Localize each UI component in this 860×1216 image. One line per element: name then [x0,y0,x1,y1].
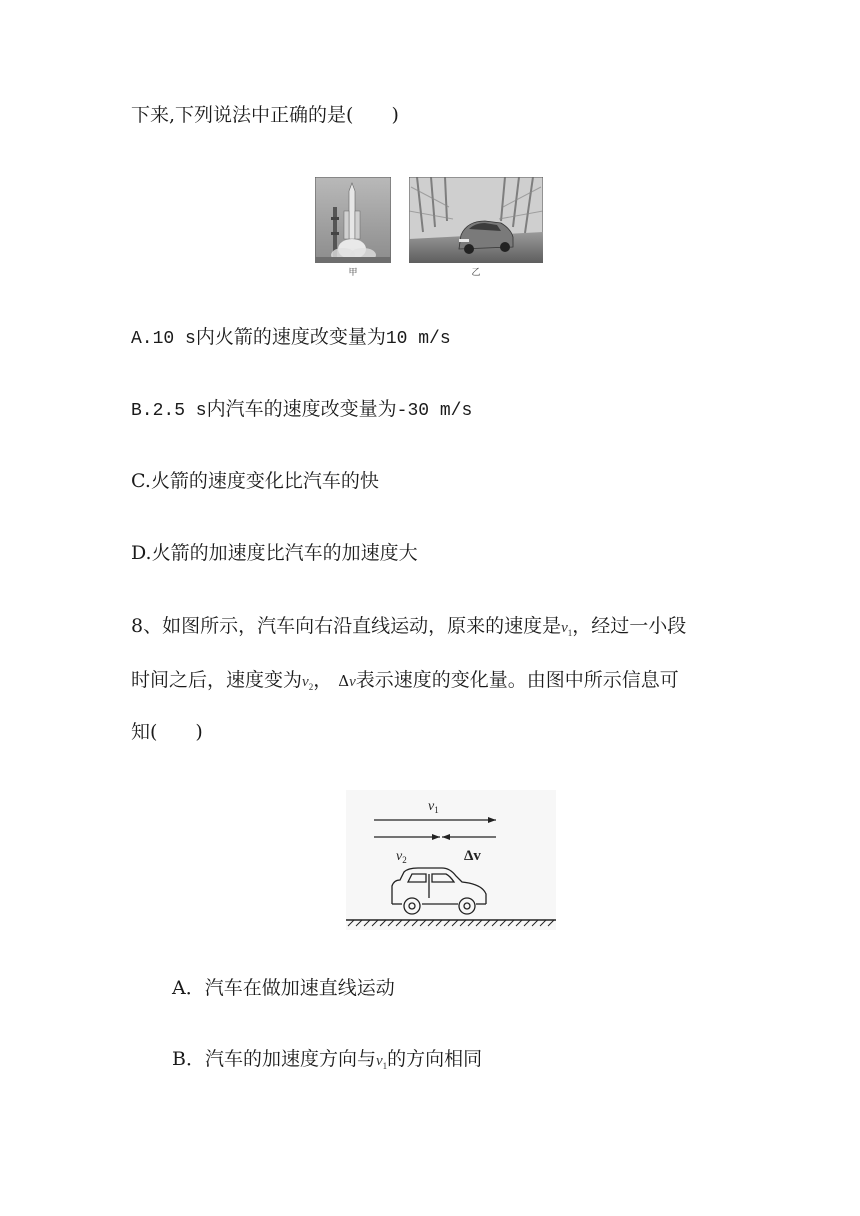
q8-line-1: 8、如图所示，汽车向右沿直线运动，原来的速度是$v_1$，经过一小段 [131,615,687,638]
rocket-photo [315,177,391,263]
q8-line-3: 知( ) [131,721,203,743]
option-b: B.2.5 s内汽车的速度改变量为-30 m/s [131,398,473,421]
label-dv: Δv [464,848,481,864]
var-v1-option: $v_1$ [375,1053,388,1071]
label-v1: $v_1$ [428,799,439,815]
question-stem-tail: 下来,下列说法中正确的是( ) [131,104,399,126]
figure-car [409,177,543,277]
option-c: C.火箭的速度变化比汽车的快 [131,470,379,492]
var-v1: $v_1$ [561,620,573,638]
q8-option-b: B．汽车的加速度方向与$v_1$的方向相同 [172,1048,483,1071]
figure-rocket [315,177,391,277]
option-d: D.火箭的加速度比汽车的加速度大 [131,542,418,564]
caption-jia: 甲 [348,267,358,277]
var-v2: $v_2$ [302,674,314,692]
car-photo [409,177,543,263]
q8-option-a: A．汽车在做加速直线运动 [172,977,395,999]
velocity-diagram [346,790,556,934]
label-v2: $v_2$ [396,849,407,865]
caption-yi: 乙 [471,267,481,277]
option-a: A.10 s内火箭的速度改变量为10 m/s [131,326,451,349]
q8-line-2: 时间之后，速度变为$v_2$， Δv表示速度的变化量。由图中所示信息可 [131,669,679,692]
